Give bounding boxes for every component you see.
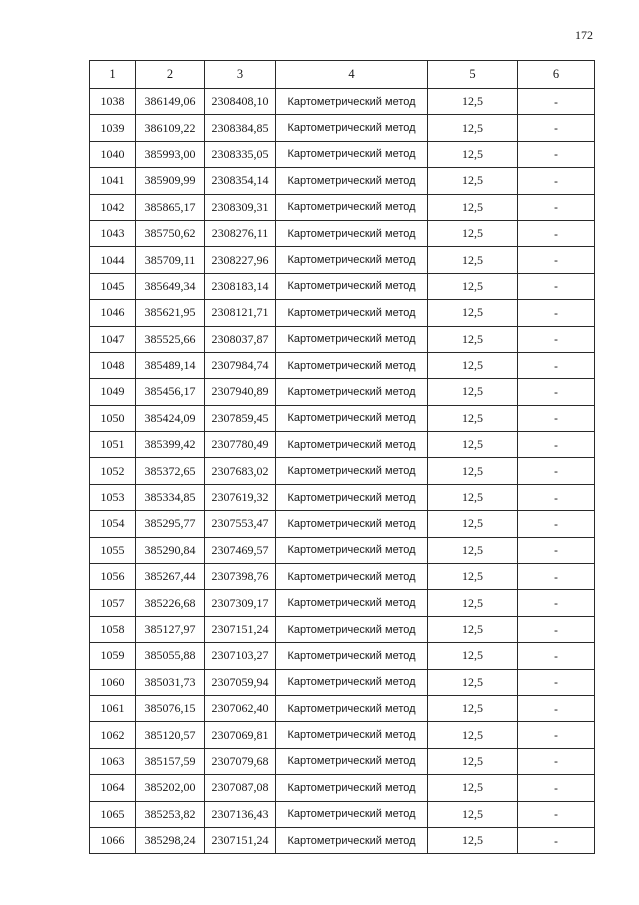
y-coordinate-cell: 2307984,74 (205, 352, 276, 378)
page-number: 172 (575, 28, 593, 42)
accuracy-cell: 12,5 (428, 590, 518, 616)
accuracy-cell: 12,5 (428, 300, 518, 326)
x-coordinate-cell: 385621,95 (136, 300, 205, 326)
x-coordinate-cell: 385489,14 (136, 352, 205, 378)
y-coordinate-cell: 2307059,94 (205, 669, 276, 695)
x-coordinate-cell: 385456,17 (136, 379, 205, 405)
header-col-1: 1 (90, 61, 136, 89)
x-coordinate-cell: 385031,73 (136, 669, 205, 695)
accuracy-cell: 12,5 (428, 537, 518, 563)
method-cell: Картометрический метод (276, 484, 428, 510)
method-cell: Картометрический метод (276, 194, 428, 220)
description-cell: - (518, 695, 595, 721)
description-cell: - (518, 220, 595, 246)
point-number-cell: 1052 (90, 458, 136, 484)
accuracy-cell: 12,5 (428, 379, 518, 405)
x-coordinate-cell: 385055,88 (136, 643, 205, 669)
header-col-3: 3 (205, 61, 276, 89)
x-coordinate-cell: 385226,68 (136, 590, 205, 616)
accuracy-cell: 12,5 (428, 432, 518, 458)
method-cell: Картометрический метод (276, 590, 428, 616)
description-cell: - (518, 616, 595, 642)
point-number-cell: 1045 (90, 273, 136, 299)
description-cell: - (518, 194, 595, 220)
table-row (90, 695, 595, 721)
accuracy-cell: 12,5 (428, 405, 518, 431)
point-number-cell: 1053 (90, 484, 136, 510)
table-row (90, 827, 595, 853)
x-coordinate-cell: 385267,44 (136, 564, 205, 590)
table-row (90, 273, 595, 299)
x-coordinate-cell: 385127,97 (136, 616, 205, 642)
x-coordinate-cell: 385120,57 (136, 722, 205, 748)
y-coordinate-cell: 2307079,68 (205, 748, 276, 774)
coordinates-table (89, 60, 595, 854)
method-cell: Картометрический метод (276, 722, 428, 748)
table-row (90, 432, 595, 458)
description-cell: - (518, 564, 595, 590)
y-coordinate-cell: 2308037,87 (205, 326, 276, 352)
point-number-cell: 1054 (90, 511, 136, 537)
x-coordinate-cell: 385750,62 (136, 220, 205, 246)
x-coordinate-cell: 385865,17 (136, 194, 205, 220)
point-number-cell: 1049 (90, 379, 136, 405)
x-coordinate-cell: 385076,15 (136, 695, 205, 721)
table-row (90, 194, 595, 220)
description-cell: - (518, 89, 595, 115)
y-coordinate-cell: 2308183,14 (205, 273, 276, 299)
table-row (90, 352, 595, 378)
description-cell: - (518, 405, 595, 431)
method-cell: Картометрический метод (276, 775, 428, 801)
y-coordinate-cell: 2308227,96 (205, 247, 276, 273)
point-number-cell: 1061 (90, 695, 136, 721)
accuracy-cell: 12,5 (428, 775, 518, 801)
description-cell: - (518, 775, 595, 801)
table-row (90, 168, 595, 194)
accuracy-cell: 12,5 (428, 669, 518, 695)
accuracy-cell: 12,5 (428, 695, 518, 721)
point-number-cell: 1060 (90, 669, 136, 695)
description-cell: - (518, 748, 595, 774)
y-coordinate-cell: 2307136,43 (205, 801, 276, 827)
y-coordinate-cell: 2308121,71 (205, 300, 276, 326)
y-coordinate-cell: 2307151,24 (205, 827, 276, 853)
table-row (90, 115, 595, 141)
description-cell: - (518, 669, 595, 695)
method-cell: Картометрический метод (276, 458, 428, 484)
x-coordinate-cell: 385334,85 (136, 484, 205, 510)
y-coordinate-cell: 2307103,27 (205, 643, 276, 669)
y-coordinate-cell: 2307309,17 (205, 590, 276, 616)
y-coordinate-cell: 2308384,85 (205, 115, 276, 141)
table-row (90, 775, 595, 801)
accuracy-cell: 12,5 (428, 484, 518, 510)
accuracy-cell: 12,5 (428, 827, 518, 853)
y-coordinate-cell: 2307683,02 (205, 458, 276, 484)
header-col-2: 2 (136, 61, 205, 89)
y-coordinate-cell: 2307859,45 (205, 405, 276, 431)
x-coordinate-cell: 385295,77 (136, 511, 205, 537)
table-row (90, 616, 595, 642)
method-cell: Картометрический метод (276, 247, 428, 273)
point-number-cell: 1043 (90, 220, 136, 246)
point-number-cell: 1059 (90, 643, 136, 669)
accuracy-cell: 12,5 (428, 643, 518, 669)
method-cell: Картометрический метод (276, 537, 428, 563)
point-number-cell: 1057 (90, 590, 136, 616)
x-coordinate-cell: 385993,00 (136, 141, 205, 167)
method-cell: Картометрический метод (276, 300, 428, 326)
point-number-cell: 1058 (90, 616, 136, 642)
description-cell: - (518, 432, 595, 458)
point-number-cell: 1044 (90, 247, 136, 273)
x-coordinate-cell: 386149,06 (136, 89, 205, 115)
y-coordinate-cell: 2307940,89 (205, 379, 276, 405)
method-cell: Картометрический метод (276, 432, 428, 458)
method-cell: Картометрический метод (276, 141, 428, 167)
accuracy-cell: 12,5 (428, 141, 518, 167)
x-coordinate-cell: 385649,34 (136, 273, 205, 299)
method-cell: Картометрический метод (276, 405, 428, 431)
method-cell: Картометрический метод (276, 379, 428, 405)
point-number-cell: 1064 (90, 775, 136, 801)
description-cell: - (518, 537, 595, 563)
header-col-4: 4 (276, 61, 428, 89)
accuracy-cell: 12,5 (428, 616, 518, 642)
description-cell: - (518, 511, 595, 537)
point-number-cell: 1063 (90, 748, 136, 774)
accuracy-cell: 12,5 (428, 511, 518, 537)
accuracy-cell: 12,5 (428, 194, 518, 220)
method-cell: Картометрический метод (276, 748, 428, 774)
method-cell: Картометрический метод (276, 669, 428, 695)
y-coordinate-cell: 2307398,76 (205, 564, 276, 590)
point-number-cell: 1038 (90, 89, 136, 115)
point-number-cell: 1055 (90, 537, 136, 563)
method-cell: Картометрический метод (276, 801, 428, 827)
method-cell: Картометрический метод (276, 273, 428, 299)
point-number-cell: 1062 (90, 722, 136, 748)
y-coordinate-cell: 2307069,81 (205, 722, 276, 748)
method-cell: Картометрический метод (276, 564, 428, 590)
table-row (90, 669, 595, 695)
point-number-cell: 1048 (90, 352, 136, 378)
accuracy-cell: 12,5 (428, 801, 518, 827)
table-row (90, 405, 595, 431)
description-cell: - (518, 590, 595, 616)
method-cell: Картометрический метод (276, 695, 428, 721)
header-col-5: 5 (428, 61, 518, 89)
method-cell: Картометрический метод (276, 511, 428, 537)
description-cell: - (518, 247, 595, 273)
method-cell: Картометрический метод (276, 326, 428, 352)
table-row (90, 247, 595, 273)
x-coordinate-cell: 385909,99 (136, 168, 205, 194)
table-row (90, 326, 595, 352)
table-row (90, 722, 595, 748)
table-header-row (90, 61, 595, 89)
description-cell: - (518, 827, 595, 853)
y-coordinate-cell: 2307619,32 (205, 484, 276, 510)
table-row (90, 484, 595, 510)
y-coordinate-cell: 2308335,05 (205, 141, 276, 167)
accuracy-cell: 12,5 (428, 326, 518, 352)
accuracy-cell: 12,5 (428, 352, 518, 378)
x-coordinate-cell: 385525,66 (136, 326, 205, 352)
method-cell: Картометрический метод (276, 168, 428, 194)
table-row (90, 89, 595, 115)
y-coordinate-cell: 2308276,11 (205, 220, 276, 246)
y-coordinate-cell: 2307469,57 (205, 537, 276, 563)
description-cell: - (518, 722, 595, 748)
y-coordinate-cell: 2307087,08 (205, 775, 276, 801)
header-col-6: 6 (518, 61, 595, 89)
table-row (90, 141, 595, 167)
point-number-cell: 1042 (90, 194, 136, 220)
y-coordinate-cell: 2308354,14 (205, 168, 276, 194)
x-coordinate-cell: 385709,11 (136, 247, 205, 273)
table-row (90, 379, 595, 405)
x-coordinate-cell: 385424,09 (136, 405, 205, 431)
x-coordinate-cell: 385202,00 (136, 775, 205, 801)
accuracy-cell: 12,5 (428, 168, 518, 194)
table-row (90, 564, 595, 590)
method-cell: Картометрический метод (276, 115, 428, 141)
accuracy-cell: 12,5 (428, 748, 518, 774)
point-number-cell: 1065 (90, 801, 136, 827)
table-row (90, 511, 595, 537)
y-coordinate-cell: 2307151,24 (205, 616, 276, 642)
accuracy-cell: 12,5 (428, 89, 518, 115)
x-coordinate-cell: 385399,42 (136, 432, 205, 458)
table-row (90, 801, 595, 827)
description-cell: - (518, 326, 595, 352)
method-cell: Картометрический метод (276, 827, 428, 853)
y-coordinate-cell: 2307062,40 (205, 695, 276, 721)
accuracy-cell: 12,5 (428, 247, 518, 273)
x-coordinate-cell: 385372,65 (136, 458, 205, 484)
table-row (90, 748, 595, 774)
method-cell: Картометрический метод (276, 352, 428, 378)
description-cell: - (518, 141, 595, 167)
point-number-cell: 1039 (90, 115, 136, 141)
description-cell: - (518, 352, 595, 378)
description-cell: - (518, 801, 595, 827)
description-cell: - (518, 115, 595, 141)
description-cell: - (518, 300, 595, 326)
accuracy-cell: 12,5 (428, 115, 518, 141)
point-number-cell: 1051 (90, 432, 136, 458)
accuracy-cell: 12,5 (428, 564, 518, 590)
table-row (90, 300, 595, 326)
x-coordinate-cell: 385157,59 (136, 748, 205, 774)
description-cell: - (518, 273, 595, 299)
description-cell: - (518, 484, 595, 510)
y-coordinate-cell: 2307553,47 (205, 511, 276, 537)
method-cell: Картометрический метод (276, 643, 428, 669)
y-coordinate-cell: 2307780,49 (205, 432, 276, 458)
point-number-cell: 1066 (90, 827, 136, 853)
description-cell: - (518, 458, 595, 484)
accuracy-cell: 12,5 (428, 458, 518, 484)
point-number-cell: 1056 (90, 564, 136, 590)
x-coordinate-cell: 386109,22 (136, 115, 205, 141)
point-number-cell: 1041 (90, 168, 136, 194)
x-coordinate-cell: 385298,24 (136, 827, 205, 853)
table-row (90, 537, 595, 563)
point-number-cell: 1050 (90, 405, 136, 431)
accuracy-cell: 12,5 (428, 220, 518, 246)
x-coordinate-cell: 385290,84 (136, 537, 205, 563)
y-coordinate-cell: 2308309,31 (205, 194, 276, 220)
x-coordinate-cell: 385253,82 (136, 801, 205, 827)
method-cell: Картометрический метод (276, 220, 428, 246)
table-row (90, 643, 595, 669)
description-cell: - (518, 379, 595, 405)
table-row (90, 458, 595, 484)
accuracy-cell: 12,5 (428, 273, 518, 299)
point-number-cell: 1047 (90, 326, 136, 352)
accuracy-cell: 12,5 (428, 722, 518, 748)
point-number-cell: 1046 (90, 300, 136, 326)
y-coordinate-cell: 2308408,10 (205, 89, 276, 115)
table-row (90, 590, 595, 616)
description-cell: - (518, 643, 595, 669)
table-body (90, 89, 595, 854)
description-cell: - (518, 168, 595, 194)
point-number-cell: 1040 (90, 141, 136, 167)
method-cell: Картометрический метод (276, 89, 428, 115)
method-cell: Картометрический метод (276, 616, 428, 642)
table-row (90, 220, 595, 246)
